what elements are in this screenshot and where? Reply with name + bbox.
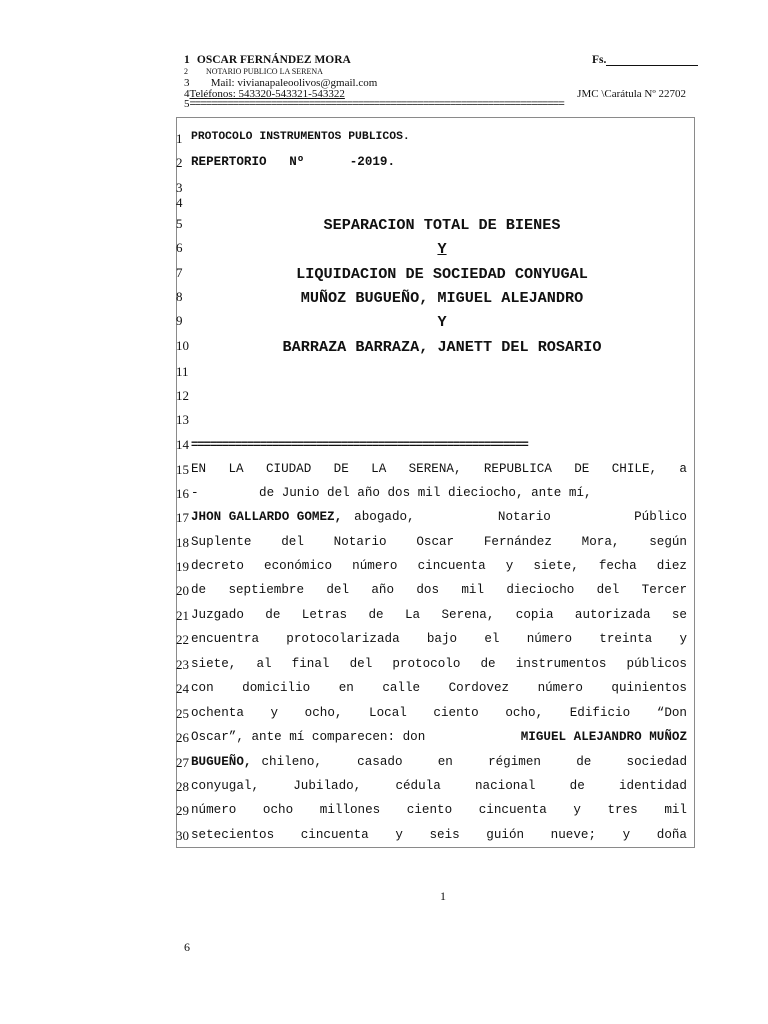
doc-line-25 <box>176 706 693 726</box>
doc-line-27 <box>176 755 693 775</box>
doc-line-15 <box>176 462 693 482</box>
line-number: 12 <box>176 388 189 403</box>
doc-line-23 <box>176 657 693 677</box>
body-text: setecientos cincuenta y seis guión nueve; y doña <box>191 828 687 842</box>
body-text-start: Oscar”, ante mí comparecen: don <box>191 730 426 744</box>
doc-line-12 <box>176 388 693 408</box>
header-line-number: 4 <box>184 88 190 100</box>
party-1-name-inline: MIGUEL ALEJANDRO MUÑOZ <box>520 730 687 744</box>
line-number: 13 <box>176 412 189 427</box>
body-text: de septiembre del año dos mil dieciocho del Tercer <box>191 583 687 597</box>
doc-line-9 <box>176 313 693 333</box>
line-number: 29 <box>176 803 189 818</box>
party-name-2: BARRAZA BARRAZA, JANETT DEL ROSARIO <box>282 338 602 356</box>
line-number: 27 <box>176 755 189 770</box>
doc-line-1 <box>176 131 693 151</box>
doc-line-20 <box>176 583 693 603</box>
header-line-number: 5 <box>184 98 190 110</box>
repertorio-heading: REPERTORIO Nº -2019. <box>191 155 396 169</box>
doc-line-22 <box>176 632 693 652</box>
bottom-line-number: 6 <box>184 940 190 954</box>
notary-mail: Mail: vivianapaleoolivos@gmail.com <box>210 77 378 89</box>
line-number: 3 <box>176 180 183 195</box>
doc-line-29 <box>176 803 693 823</box>
notary-name: OSCAR FERNÁNDEZ MORA <box>196 54 351 66</box>
line-number: 4 <box>176 195 183 210</box>
line-number: 8 <box>176 289 183 304</box>
doc-line-5 <box>176 216 693 236</box>
header-line-number: 1 <box>184 54 190 66</box>
line-number: 28 <box>176 779 189 794</box>
doc-line-8 <box>176 289 693 309</box>
doc-line-21 <box>176 608 693 628</box>
doc-line-4 <box>176 195 693 215</box>
document-title: SEPARACION TOTAL DE BIENES <box>323 216 561 234</box>
body-text: decreto económico número cincuenta y siete, fecha diez <box>191 559 687 573</box>
body-text-rest: chileno, casado en régimen de sociedad <box>261 755 687 769</box>
notary-title: NOTARIO PUBLICO LA SERENA <box>206 67 323 76</box>
doc-line-13 <box>176 412 693 432</box>
folio-blank-line <box>606 55 698 66</box>
doc-line-14 <box>176 437 693 457</box>
body-separator: ====================================================== <box>191 437 528 451</box>
body-text-rest: abogado, Notario Público <box>354 510 687 524</box>
line-number: 25 <box>176 706 189 721</box>
body-text: encuentra protocolarizada bajo el número treinta y <box>191 632 687 646</box>
body-text: - de Junio del año dos mil dieciocho, ante mí, <box>191 486 592 500</box>
page-number: 1 <box>440 889 446 903</box>
doc-line-30 <box>176 828 693 848</box>
header-line-number: 3 <box>184 77 190 89</box>
body-text <box>191 755 687 769</box>
party-conjunction: Y <box>437 313 447 331</box>
line-number: 21 <box>176 608 189 623</box>
line-number: 26 <box>176 730 189 745</box>
doc-line-16 <box>176 486 693 506</box>
line-number: 9 <box>176 313 183 328</box>
line-number: 15 <box>176 462 189 477</box>
body-text: siete, al final del protocolo de instrumentos públicos <box>191 657 687 671</box>
protocol-heading: PROTOCOLO INSTRUMENTOS PUBLICOS. <box>191 131 410 143</box>
line-number: 17 <box>176 510 189 525</box>
title-conjunction: Y <box>437 240 447 258</box>
folio-label: Fs. <box>592 54 607 66</box>
party-name-1: MUÑOZ BUGUEÑO, MIGUEL ALEJANDRO <box>300 289 584 307</box>
body-text: número ocho millones ciento cincuenta y tres mil <box>191 803 687 817</box>
line-number: 11 <box>176 364 189 379</box>
line-number: 14 <box>176 437 189 452</box>
doc-line-7 <box>176 265 693 285</box>
doc-line-26 <box>176 730 693 750</box>
line-number: 2 <box>176 155 183 170</box>
body-text: Juzgado de Letras de La Serena, copia autorizada se <box>191 608 687 622</box>
folio-field <box>592 54 698 66</box>
body-text <box>191 510 687 524</box>
doc-line-19 <box>176 559 693 579</box>
doc-line-28 <box>176 779 693 799</box>
line-number: 24 <box>176 681 189 696</box>
line-number: 7 <box>176 265 183 280</box>
body-text <box>191 730 687 744</box>
notary-substitute-name: JHON GALLARDO GOMEZ, <box>191 510 343 524</box>
notary-title-line <box>184 67 686 76</box>
line-number: 19 <box>176 559 189 574</box>
doc-line-11 <box>176 364 693 384</box>
document-subtitle: LIQUIDACION DE SOCIEDAD CONYUGAL <box>296 265 588 283</box>
doc-line-6 <box>176 240 693 260</box>
caratula-number: JMC \Carátula Nº 22702 <box>577 88 686 100</box>
doc-line-2 <box>176 155 693 175</box>
line-number: 23 <box>176 657 189 672</box>
header-separator: ===================================================================== <box>189 98 564 110</box>
body-text: Suplente del Notario Oscar Fernández Mora, según <box>191 535 687 549</box>
line-number: 5 <box>176 216 183 231</box>
doc-line-18 <box>176 535 693 555</box>
notary-phones: Teléfonos: 543320-543321-543322 <box>189 88 345 100</box>
line-number: 30 <box>176 828 189 843</box>
doc-line-24 <box>176 681 693 701</box>
header-line-number: 2 <box>184 67 188 76</box>
line-number: 6 <box>176 240 183 255</box>
line-number: 20 <box>176 583 189 598</box>
doc-line-17 <box>176 510 693 530</box>
body-text: ochenta y ocho, Local ciento ocho, Edificio “Don <box>191 706 687 720</box>
doc-line-10 <box>176 338 693 358</box>
line-number: 16 <box>176 486 189 501</box>
body-text: EN LA CIUDAD DE LA SERENA, REPUBLICA DE CHILE, a <box>191 462 687 476</box>
party-1-surname-inline: BUGUEÑO, <box>191 755 252 769</box>
body-text: conyugal, Jubilado, cédula nacional de identidad <box>191 779 687 793</box>
line-number: 10 <box>176 338 189 353</box>
line-number: 18 <box>176 535 189 550</box>
body-text: con domicilio en calle Cordovez número quinientos <box>191 681 687 695</box>
line-number: 1 <box>176 131 183 146</box>
line-number: 22 <box>176 632 189 647</box>
